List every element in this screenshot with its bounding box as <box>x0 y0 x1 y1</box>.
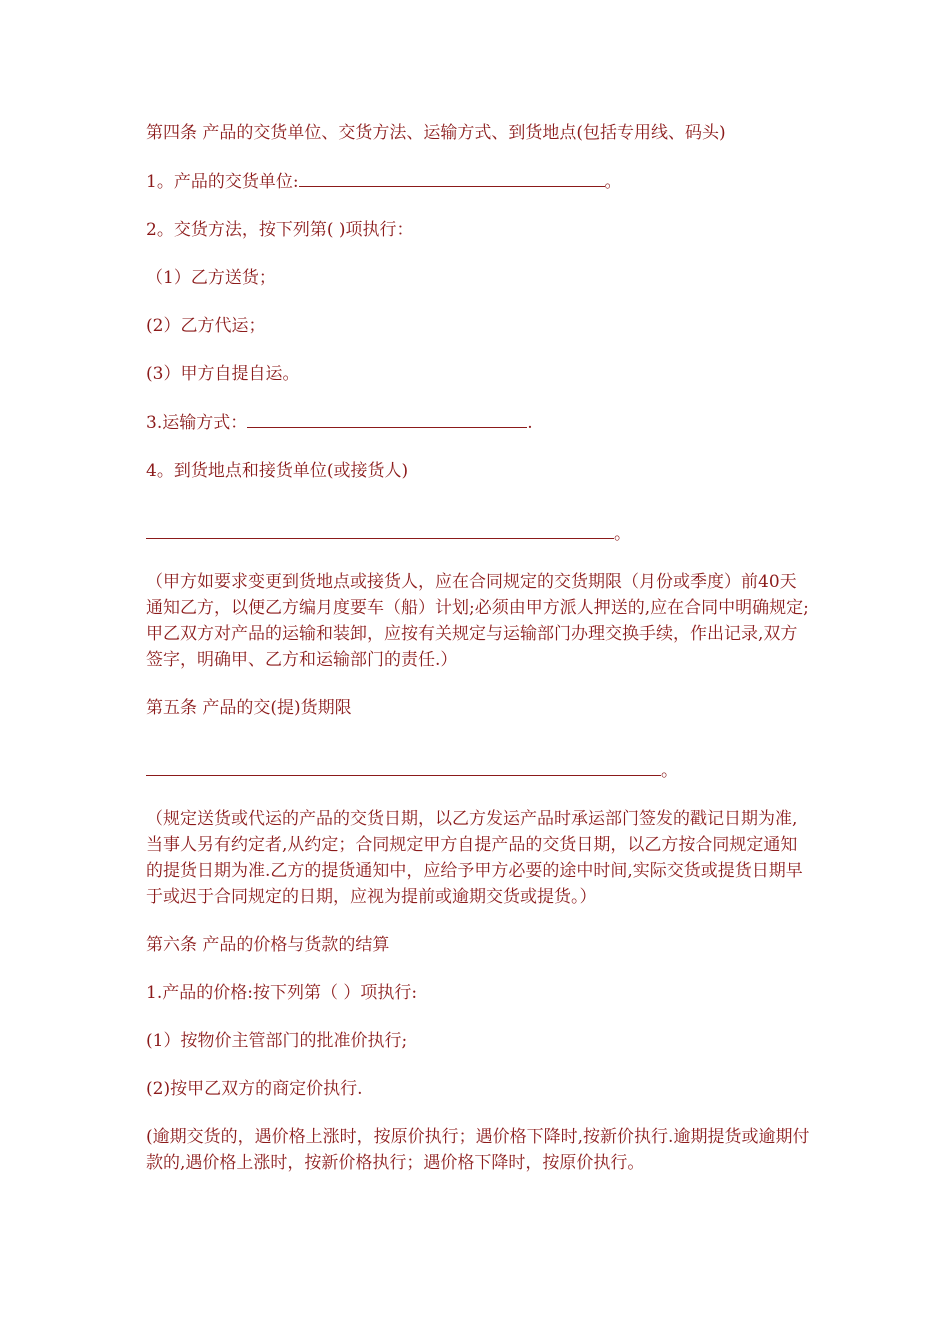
article4-item2: 2。交货方法，按下列第( )项执行： <box>146 220 414 240</box>
article5-line <box>146 757 811 784</box>
article4-opt1: （1）乙方送货； <box>146 268 276 288</box>
destination-blank[interactable] <box>146 520 614 539</box>
article4-title: 第四条 产品的交货单位、交货方法、运输方式、到货地点(包括专用线、码头) <box>146 123 726 143</box>
item3-label: 3.运输方式： <box>146 413 248 433</box>
article6-opt1: (1）按物价主管部门的批准价执行; <box>146 1031 408 1051</box>
contract-body <box>146 120 811 1198</box>
article5-line-end: 。 <box>661 761 678 781</box>
article6-title: 第六条 产品的价格与货款的结算 <box>146 935 390 955</box>
delivery-period-blank[interactable] <box>146 757 661 776</box>
article4-opt3: (3）甲方自提自运。 <box>146 364 300 384</box>
article4-item1 <box>146 168 811 195</box>
item3-end: . <box>527 413 533 433</box>
delivery-unit-blank[interactable] <box>299 168 605 187</box>
article6-item1: 1.产品的价格:按下列第（ ）项执行: <box>146 983 418 1003</box>
item1-end: 。 <box>604 172 622 192</box>
article6-note: (逾期交货的，遇价格上涨时，按原价执行；遇价格下降时,按新价执行.逾期提货或逾期付款的,遇价格上涨时，按新价格执行；遇价格下降时，按原价执行。 <box>146 1127 810 1173</box>
item4-end: 。 <box>614 524 631 544</box>
article4-item4-line <box>146 520 811 547</box>
article4-item3 <box>146 409 811 436</box>
article6-opt2: (2)按甲乙双方的商定价执行. <box>146 1079 363 1099</box>
article4-item4: 4。到货地点和接货单位(或接货人) <box>146 461 409 481</box>
item1-label: 1。产品的交货单位: <box>146 172 299 192</box>
article5-title: 第五条 产品的交(提)货期限 <box>146 698 352 718</box>
article4-note: （甲方如要求变更到货地点或接货人，应在合同规定的交货期限（月份或季度）前40天通知乙方，以便乙方编月度要车（船）计划;必须由甲方派人押送的,应在合同中明确规定;甲乙双方对产品的运输和装卸，应按有关规定与运输部门办理交换手续，作出记录,双方签字，明确甲、乙方和运输部门的责任.） <box>146 572 809 670</box>
transport-method-blank[interactable] <box>247 409 527 428</box>
article4-opt2: (2）乙方代运； <box>146 316 266 336</box>
article5-note: （规定送货或代运的产品的交货日期，以乙方发运产品时承运部门签发的戳记日期为准,当事人另有约定者,从约定；合同规定甲方自提产品的交货日期，以乙方按合同规定通知的提货日期为准.乙方的提货通知中，应给予甲方必要的途中时间,实际交货或提货日期早于或迟于合同规定的日期，应视为提前或逾期交货或提货。） <box>146 809 803 907</box>
